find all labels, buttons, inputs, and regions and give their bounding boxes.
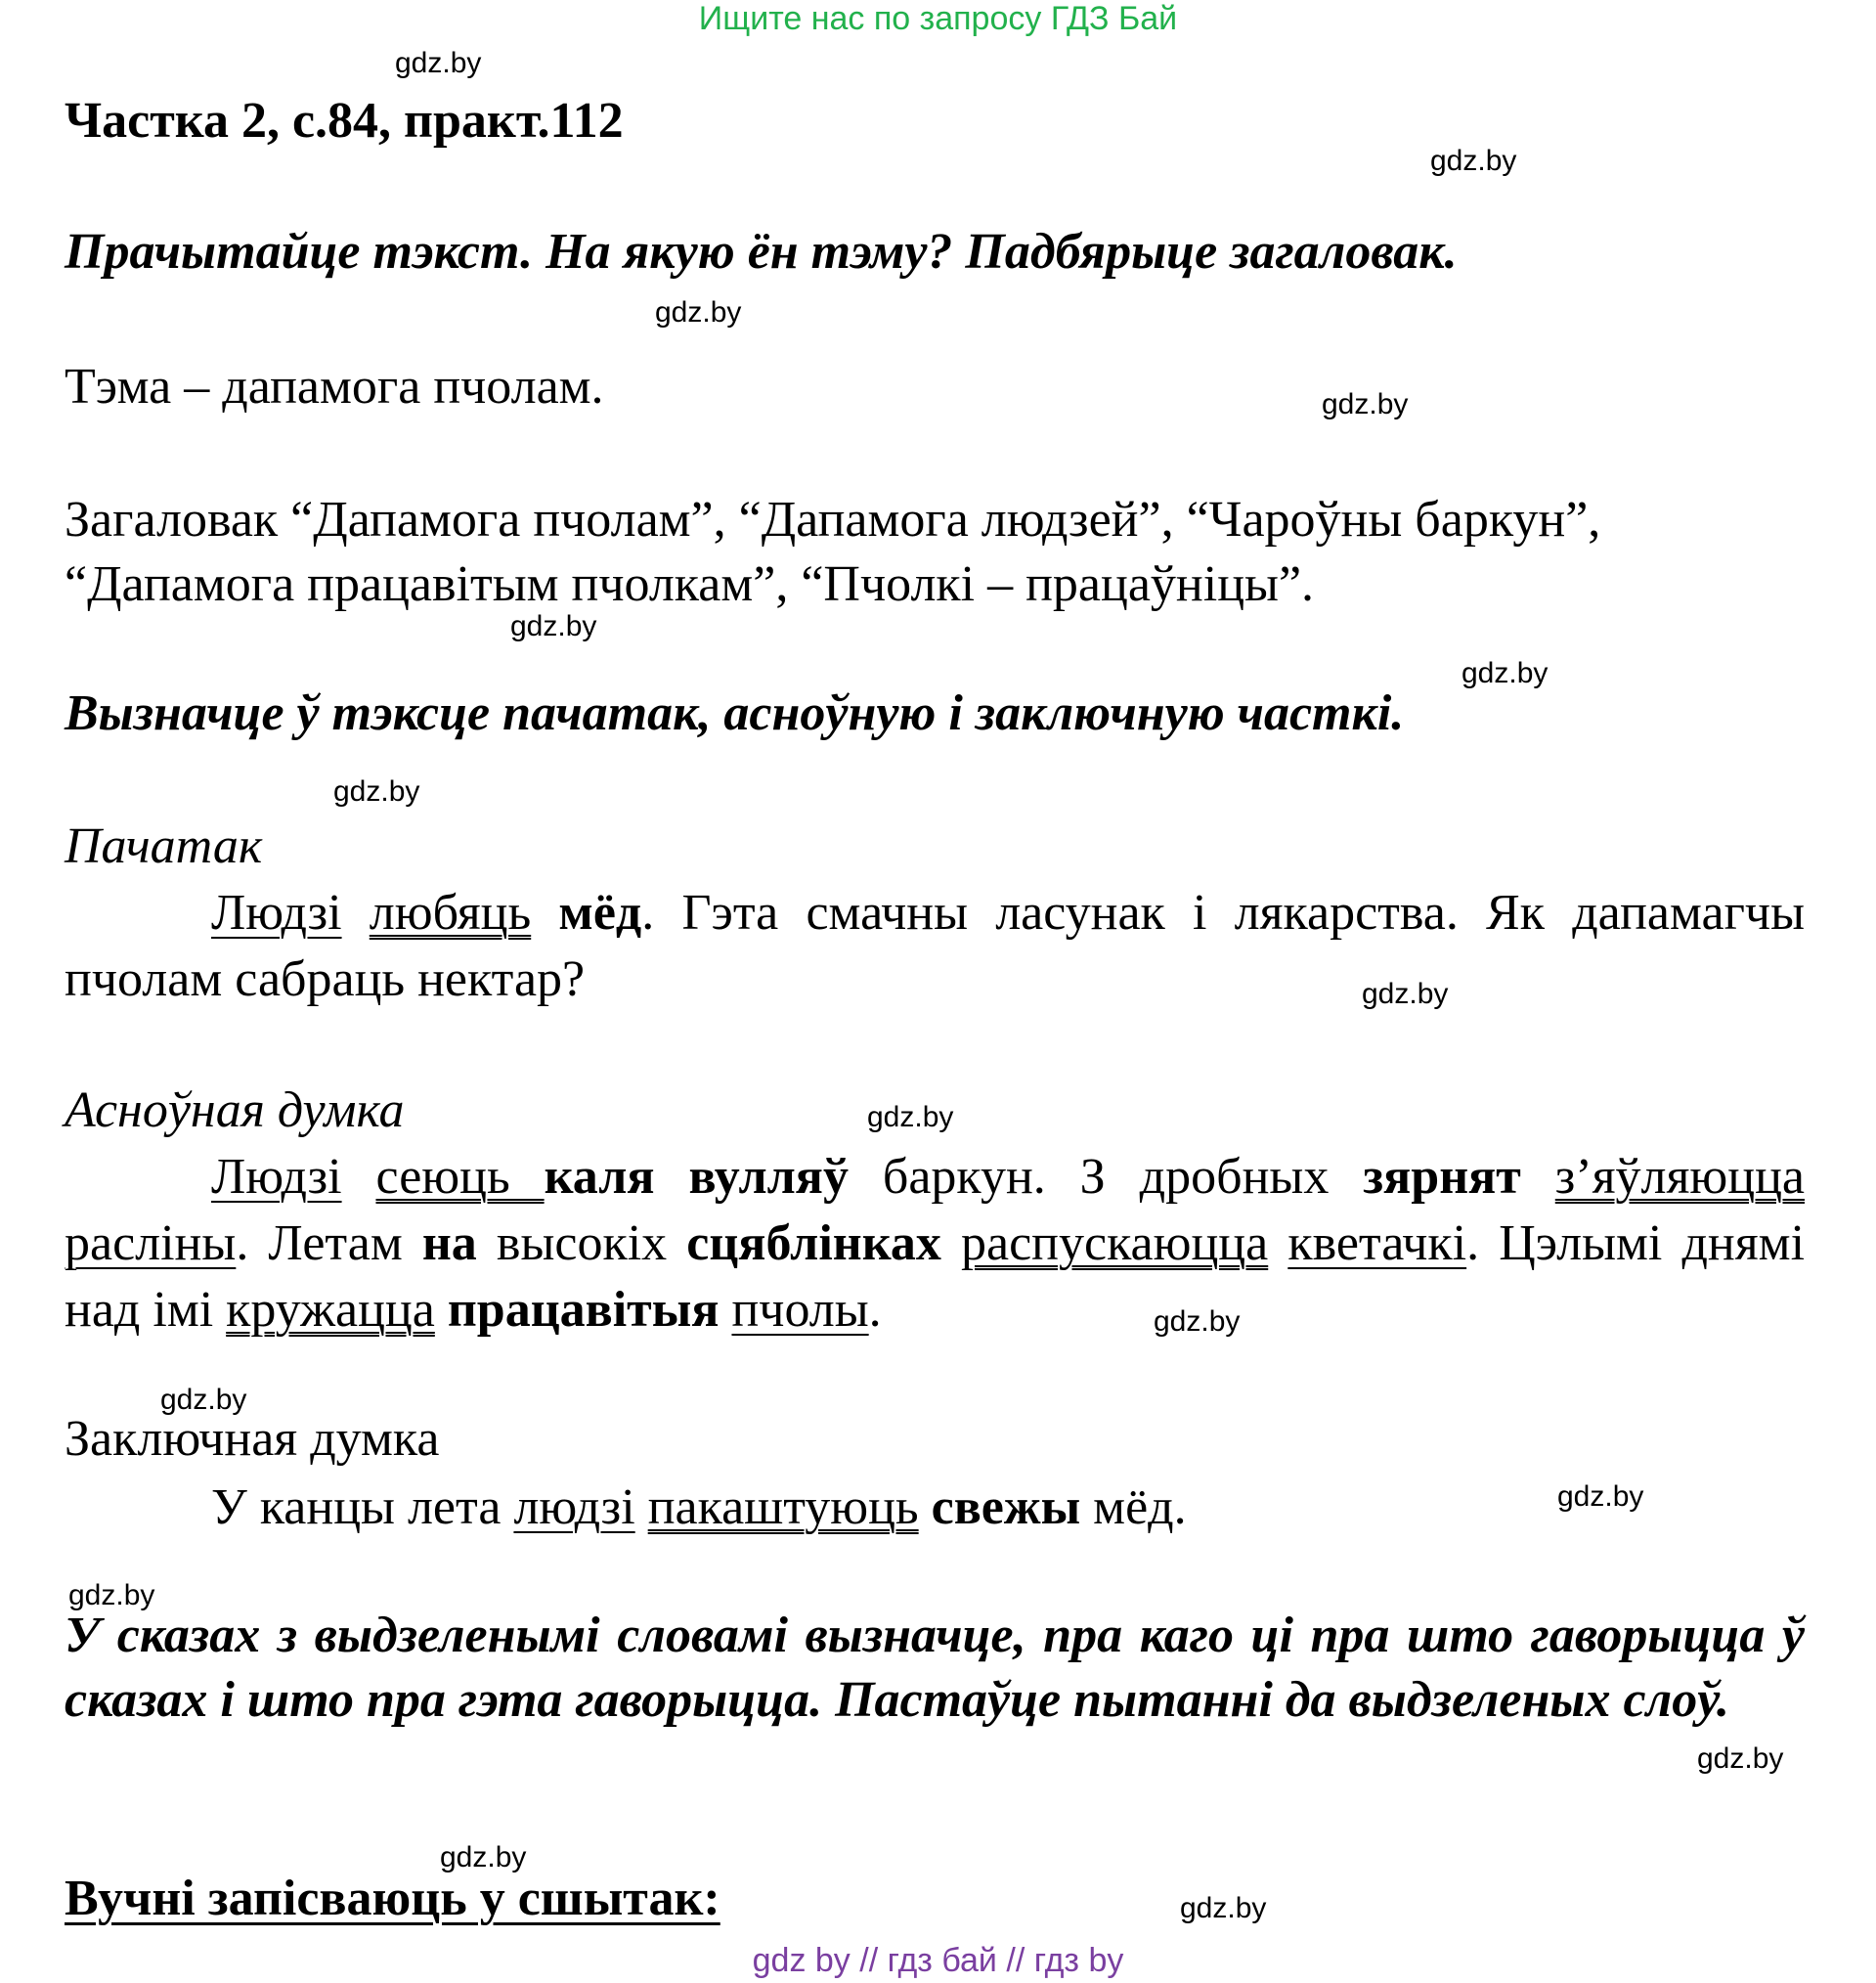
highlighted-word: зярнят [1363,1149,1521,1205]
watermark: gdz.by [395,47,482,79]
titles-line-2: “Дапамога працавітым пчолкам”, “Пчолкі – працаўніцы”. [65,556,1315,612]
text-fragment: . Цэлымі днямі над імі [65,1215,1806,1338]
text-fragment: . [868,1282,882,1338]
highlighted-word: каля вулляў [544,1149,849,1205]
watermark: gdz.by [1362,978,1449,1010]
text-fragment: . Летам [236,1215,422,1271]
subject-word: пчолы [731,1282,869,1338]
predicate-word: пакаштуюць [647,1479,919,1535]
highlighted-word: мёд [558,885,642,941]
predicate-word: з’яўляюцца [1554,1149,1806,1205]
text-fragment: У канцы лета [211,1479,514,1535]
part-label-conclusion: Заключная думка [65,1411,440,1467]
subject-word: Людзі [211,885,342,941]
watermark: gdz.by [1180,1892,1267,1924]
text-fragment: высокіх [476,1215,687,1271]
watermark: gdz.by [1322,388,1409,420]
top-banner: Ищите нас по запросу ГДЗ Бай [698,0,1178,37]
predicate-word: кружацца [226,1282,435,1338]
page-title: Частка 2, с.84, практ.112 [65,93,624,149]
bottom-banner: gdz by // гдз бай // гдз by [752,1942,1124,1979]
titles-line-1: Загаловак “Дапамога пчолам”, “Дапамога людзей”, “Чароўны баркун”, [65,492,1601,548]
task-3: У сказах з выдзеленымі словамі вызначце, пра каго ці пра што гаворыцца ў сказах і што пра гэта гаворыцца. Пастаўце пытанні да выдзеленых слоў. [65,1608,1805,1728]
watermark: gdz.by [1154,1305,1241,1338]
theme-text: Тэма – дапамога пчолам. [65,359,604,415]
watermark: gdz.by [1430,145,1517,177]
predicate-word: распускаюцца [961,1215,1269,1271]
part-conclusion-text [65,1475,1805,1541]
highlighted-word: на [421,1215,477,1271]
watermark: gdz.by [333,775,420,808]
watermark: gdz.by [510,610,597,642]
text-fragment: мёд. [1080,1479,1187,1535]
task-2: Вызначце ў тэксце пачатак, асноўную і заключную часткі. [65,685,1405,741]
part-label-main: Асноўная думка [65,1082,405,1138]
highlighted-word: працавітыя [447,1282,720,1338]
highlighted-word: свежы [931,1479,1081,1535]
part-beginning-text [65,880,1805,1013]
watermark: gdz.by [160,1384,247,1416]
subject-word: расліны [65,1215,237,1271]
highlighted-word: сцяблінках [686,1215,941,1271]
sentence-rest: . Гэта смачны ласунак і лякарства. Як дапамагчы пчолам сабраць нектар? [65,885,1806,1007]
subject-word: кветачкі [1287,1215,1467,1271]
part-label-beginning: Пачатак [65,818,263,874]
watermark: gdz.by [1557,1480,1644,1513]
watermark: gdz.by [440,1841,527,1873]
part-main-text [65,1144,1805,1344]
subject-word: Людзі [211,1149,342,1205]
subject-word: людзі [513,1479,635,1535]
text-fragment: баркун. З дробных [848,1149,1364,1205]
footer-task: Вучні запісваюць у сшытак: [65,1871,720,1926]
watermark: gdz.by [867,1101,954,1133]
watermark: gdz.by [655,296,742,329]
watermark: gdz.by [1697,1742,1784,1775]
predicate-word: сеюць [375,1149,545,1205]
watermark: gdz.by [68,1579,155,1611]
predicate-word: любяць [369,885,532,941]
watermark: gdz.by [1462,657,1549,689]
task-1: Прачытайце тэкст. На якую ён тэму? Падбярыце загаловак. [65,224,1458,280]
